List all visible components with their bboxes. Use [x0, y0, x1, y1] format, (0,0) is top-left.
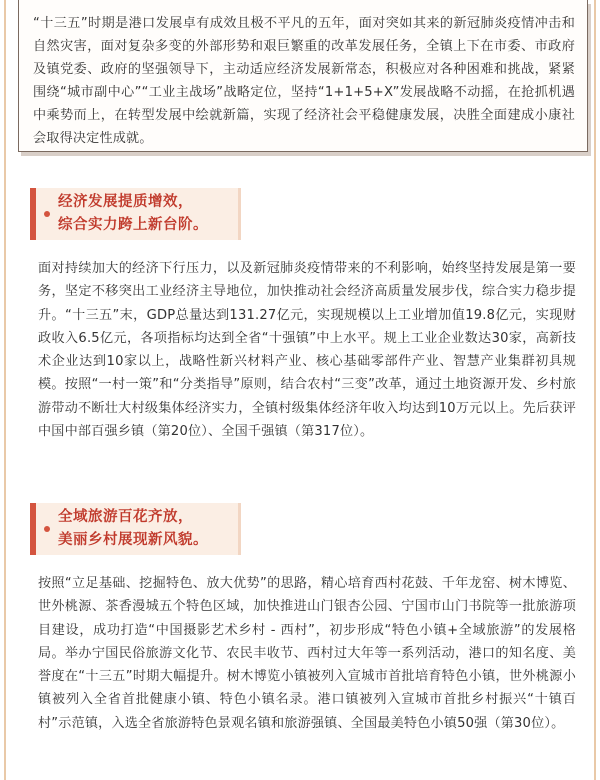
section-header-tourism	[30, 503, 241, 555]
section-title-line2: 美丽乡村展现新风貌。	[58, 532, 208, 548]
intro-paragraph: “十三五”时期是港口发展卓有成效且极不平凡的五年，面对突如其来的新冠肺炎疫情冲击和自然灾害，面对复杂多变的外部形势和艰巨繁重的改革发展任务，全镇上下在市委、市政府及镇党委、政府的坚强领导下，主动适应经济发展新常态，积极应对各种困难和挑战，紧紧围绕“城市副中心”“工业主战场”战略定位，坚持“1+1+5+X”发展战略不动摇，在抢抓机遇中乘势而上，在转型发展中绘就新篇，实现了经济社会平稳健康发展，决胜全面建成小康社会取得决定性成就。	[33, 16, 575, 146]
header-edge	[238, 503, 241, 555]
section-body-economy: 面对持续加大的经济下行压力，以及新冠肺炎疫情带来的不利影响，始终坚持发展是第一要务，坚定不移突出工业经济主导地位，加快推动社会经济高质量发展步伐，综合实力稳步提升。“十三五”末，GDP总量达到131.27亿元，实现规模以上工业增加值19.8亿元，实现财政收入6.5亿元，各项指标均达到全省“十强镇”中上水平。规上工业企业数达30家，高新技术企业达到10家以上，战略性新兴材料产业、核心基础零部件产业、智慧产业集群初具规模。按照“一村一策”和“分类指导”原则，结合农村“三变”改革，通过土地资源开发、乡村旅游带动不断壮大村级集体经济实力，全镇村级集体经济年收入均达到10万元以上。先后获评中国中部百强乡镇（第20位）、全国千强镇（第317位）。	[38, 261, 577, 440]
section-title-line1: 经济发展提质增效，	[58, 194, 193, 210]
section-header-economy	[30, 188, 241, 240]
intro-box	[18, 0, 588, 152]
section-body-tourism: 按照“立足基础、挖掘特色、放大优势”的思路，精心培育西村花鼓、千年龙窑、树木博览、世外桃源、茶香漫城五个特色区域，加快推进山门银杏公园、宁国市山门书院等一批旅游项目建设，成功打造“中国摄影艺术乡村 - 西村”，初步形成“特色小镇+全域旅游”的发展格局。举办宁国民俗旅游文化节、农民丰收节、西村过大年等一系列活动，港口的知名度、美誉度在“十三五”时期大幅提升。树木博览小镇被列入宣城市首批培育特色小镇，世外桃源小镇被列入全省首批健康小镇、特色小镇名录。港口镇被列入宣城市首批乡村振兴“十镇百村”示范镇，入选全省旅游特色景观名镇和旅游强镇、全国最美特色小镇50强（第30位）。	[38, 576, 576, 731]
right-border-line	[594, 0, 596, 780]
header-edge	[238, 188, 241, 240]
bullet-dot-icon	[44, 526, 50, 532]
bullet-dot-icon	[44, 211, 50, 217]
section-title-line1: 全域旅游百花齐放，	[58, 509, 193, 525]
left-border-line	[4, 0, 6, 780]
section-title-line2: 综合实力跨上新台阶。	[58, 217, 208, 233]
